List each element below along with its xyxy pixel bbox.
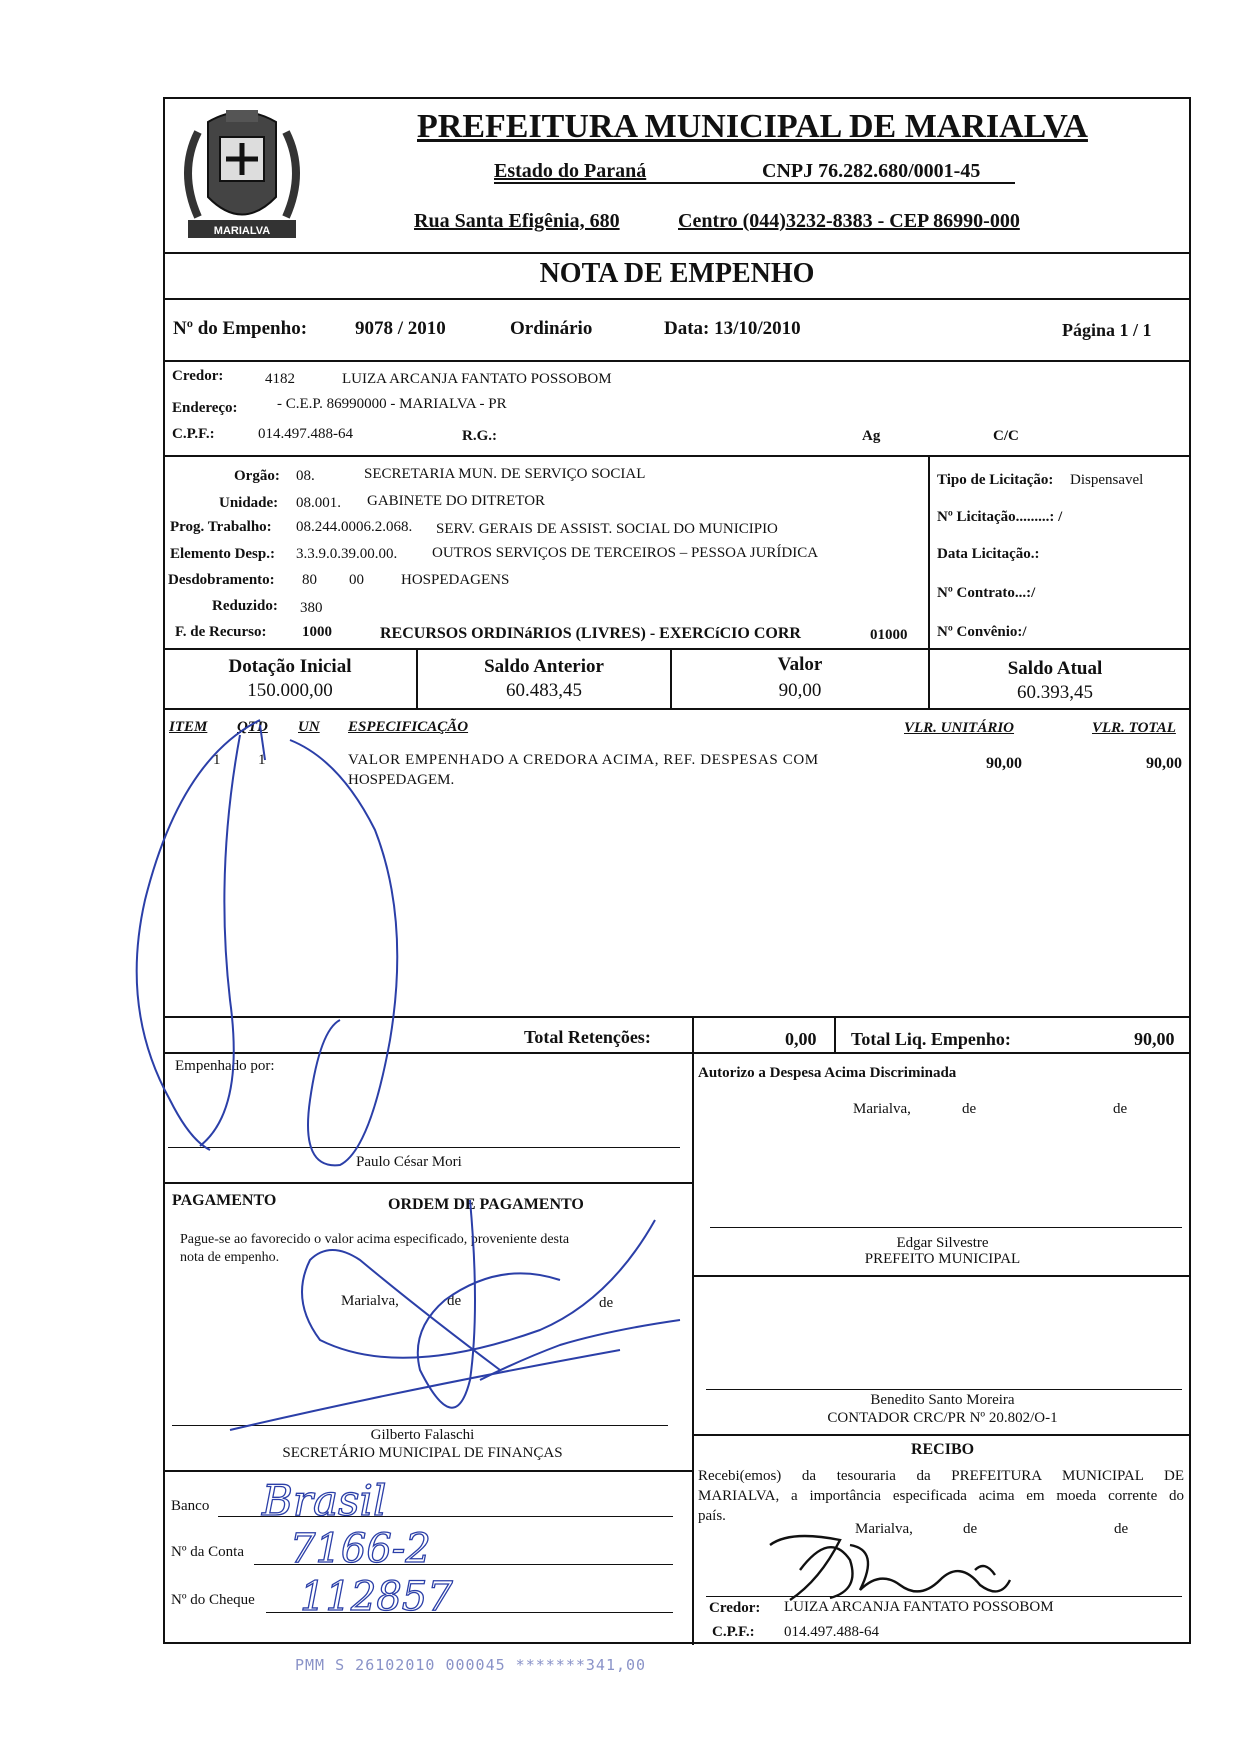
valor-value: 90,00 (778, 680, 822, 701)
col-especificacao: ESPECIFICAÇÃO (348, 719, 469, 735)
recibo-cidade: Marialva, (855, 1521, 913, 1537)
saldo-anterior-label: Saldo Anterior (484, 656, 604, 677)
autorizo-de2: de (1113, 1101, 1128, 1117)
col-un: UN (298, 719, 320, 735)
prog-label: Prog. Trabalho: (170, 519, 272, 535)
licitacao-convenio: Nº Convênio:/ (937, 624, 1027, 640)
endereco-label: Endereço: (172, 400, 238, 416)
unidade-code: 08.001. (296, 495, 341, 511)
prefeito-nome: Edgar Silvestre (896, 1235, 989, 1251)
recurso-number: 01000 (870, 627, 908, 643)
licitacao-numero: Nº Licitação.........: / (937, 509, 1063, 525)
orgao-name: SECRETARIA MUN. DE SERVIÇO SOCIAL (364, 466, 646, 482)
contador-cargo: CONTADOR CRC/PR Nº 20.802/O-1 (827, 1410, 1058, 1426)
orgao-label: Orgão: (234, 468, 280, 484)
doc-title: NOTA DE EMPENHO (539, 258, 815, 289)
autorizo-cidade: Marialva, (853, 1101, 911, 1117)
elemento-name: OUTROS SERVIÇOS DE TERCEIROS – PESSOA JURÍDICA (432, 545, 819, 561)
pagamento-cidade: Marialva, (341, 1293, 399, 1309)
dotacao-value: 150.000,00 (247, 680, 333, 701)
recurso-label: F. de Recurso: (175, 624, 267, 640)
table-row-especificacao-2: HOSPEDAGEM. (348, 772, 455, 788)
conta-label: Nº da Conta (171, 1544, 244, 1560)
reduzido-label: Reduzido: (212, 598, 278, 614)
recibo-cpf-label: C.P.F.: (712, 1624, 755, 1640)
credor-code: 4182 (265, 371, 295, 387)
empenho-number: 9078 / 2010 (355, 318, 446, 339)
autorizo-de1: de (962, 1101, 977, 1117)
prog-code: 08.244.0006.2.068. (296, 519, 413, 535)
saldo-anterior-value: 60.483,45 (506, 680, 582, 701)
cheque-label: Nº do Cheque (171, 1592, 255, 1608)
contador-nome: Benedito Santo Moreira (870, 1392, 1015, 1408)
secretario-cargo: SECRETÁRIO MUNICIPAL DE FINANÇAS (282, 1445, 563, 1461)
valor-label: Valor (777, 654, 823, 675)
liq-empenho-label: Total Liq. Empenho: (851, 1029, 1011, 1049)
empenho-type: Ordinário (510, 318, 593, 339)
pagamento-label: PAGAMENTO (172, 1192, 277, 1209)
table-row-item: 1 (213, 752, 221, 768)
licitacao-tipo-label: Tipo de Licitação: (937, 472, 1054, 488)
desdobramento-b: 00 (349, 572, 364, 588)
table-row-total: 90,00 (1146, 755, 1182, 772)
cpf-label: C.P.F.: (172, 426, 215, 442)
col-vlr-unitario: VLR. UNITÁRIO (904, 720, 1015, 736)
pagamento-texto-1: Pague-se ao favorecido o valor acima especificado, proveniente desta (180, 1232, 570, 1247)
unidade-name: GABINETE DO DITRETOR (367, 493, 546, 509)
licitacao-contrato: Nº Contrato...:/ (937, 585, 1036, 601)
table-row-qtd: 1 (258, 752, 266, 768)
recibo-texto-1: Recebi(emos) da tesouraria da PREFEITURA MUNICIPAL DE (698, 1468, 1184, 1484)
recibo-de2: de (1114, 1521, 1129, 1537)
desdobramento-a: 80 (302, 572, 317, 588)
recurso-code: 1000 (302, 624, 332, 640)
svg-text:112857: 112857 (300, 1574, 453, 1620)
desdobramento-label: Desdobramento: (168, 572, 275, 588)
credor-name: LUIZA ARCANJA FANTATO POSSOBOM (342, 371, 612, 387)
pagamento-texto-2: nota de empenho. (180, 1250, 280, 1265)
table-row-unit: 90,00 (986, 755, 1022, 772)
ordem-pagamento-label: ORDEM DE PAGAMENTO (388, 1196, 584, 1213)
empenho-number-label: Nº do Empenho: (173, 318, 308, 339)
rg-label: R.G.: (462, 428, 497, 444)
recibo-texto-2: MARIALVA, a importância especificada acima em moeda corrente do (698, 1488, 1184, 1504)
table-row-especificacao-1: VALOR EMPENHADO A CREDORA ACIMA, REF. DESPESAS COM (348, 752, 819, 768)
recibo-credor-label: Credor: (709, 1600, 761, 1616)
autorizo-label: Autorizo a Despesa Acima Discriminada (698, 1065, 957, 1081)
svg-text:7166-2: 7166-2 (290, 1526, 431, 1572)
pagamento-de2: de (599, 1295, 614, 1311)
banco-label: Banco (171, 1498, 210, 1514)
liq-empenho-value: 90,00 (1134, 1029, 1175, 1049)
recurso-name: RECURSOS ORDINáRIOS (LIVRES) - EXERCíCIO CORR (380, 625, 801, 642)
col-item: ITEM (169, 719, 208, 735)
empenhado-nome: Paulo César Mori (356, 1154, 462, 1170)
payment-stamp: PMM S 26102010 000045 *******341,00 (295, 1656, 647, 1674)
elemento-label: Elemento Desp.: (170, 546, 275, 562)
credor-label: Credor: (172, 368, 224, 384)
empenho-date: Data: 13/10/2010 (664, 318, 801, 339)
cnpj-text: CNPJ 76.282.680/0001-45 (762, 160, 981, 182)
cc-label: C/C (993, 428, 1019, 444)
prog-name: SERV. GERAIS DE ASSIST. SOCIAL DO MUNICIPIO (436, 521, 778, 537)
page-title: PREFEITURA MUNICIPAL DE MARIALVA (417, 108, 1088, 145)
ag-label: Ag (862, 428, 881, 444)
retencoes-label: Total Retenções: (524, 1027, 651, 1047)
credor-cpf: 014.497.488-64 (258, 426, 353, 442)
empenhado-label: Empenhado por: (175, 1058, 275, 1074)
recibo-label: RECIBO (910, 1441, 975, 1458)
elemento-code: 3.3.9.0.39.00.00. (296, 546, 398, 562)
prefeito-cargo: PREFEITO MUNICIPAL (864, 1251, 1021, 1267)
retencoes-value: 0,00 (785, 1029, 817, 1049)
orgao-code: 08. (296, 468, 315, 484)
estado-text: Estado do Paraná (494, 160, 647, 182)
col-vlr-total: VLR. TOTAL (1092, 720, 1176, 736)
licitacao-data: Data Licitação.: (937, 546, 1040, 562)
recibo-de1: de (963, 1521, 978, 1537)
desdobramento-name: HOSPEDAGENS (401, 572, 510, 588)
dotacao-label: Dotação Inicial (228, 656, 352, 677)
unidade-label: Unidade: (219, 495, 279, 511)
address-text: Rua Santa Efigênia, 680 (414, 210, 620, 232)
contact-text: Centro (044)3232-8383 - CEP 86990-000 (678, 210, 1020, 232)
svg-text:MARIALVA: MARIALVA (213, 225, 271, 237)
recibo-texto-3: país. (698, 1508, 726, 1524)
svg-text:Brasil: Brasil (262, 1476, 387, 1525)
recibo-credor: LUIZA ARCANJA FANTATO POSSOBOM (784, 1599, 1054, 1615)
reduzido-value: 380 (300, 600, 323, 616)
saldo-atual-label: Saldo Atual (1007, 658, 1103, 679)
col-qtd: QTD (237, 719, 268, 735)
credor-address: - C.E.P. 86990000 - MARIALVA - PR (277, 396, 507, 412)
licitacao-tipo: Dispensavel (1070, 472, 1144, 488)
recibo-cpf: 014.497.488-64 (784, 1624, 879, 1640)
saldo-atual-value: 60.393,45 (1017, 682, 1093, 703)
pagamento-de1: de (447, 1293, 462, 1309)
secretario-nome: Gilberto Falaschi (370, 1427, 475, 1443)
page-number: Página 1 / 1 (1062, 320, 1152, 340)
